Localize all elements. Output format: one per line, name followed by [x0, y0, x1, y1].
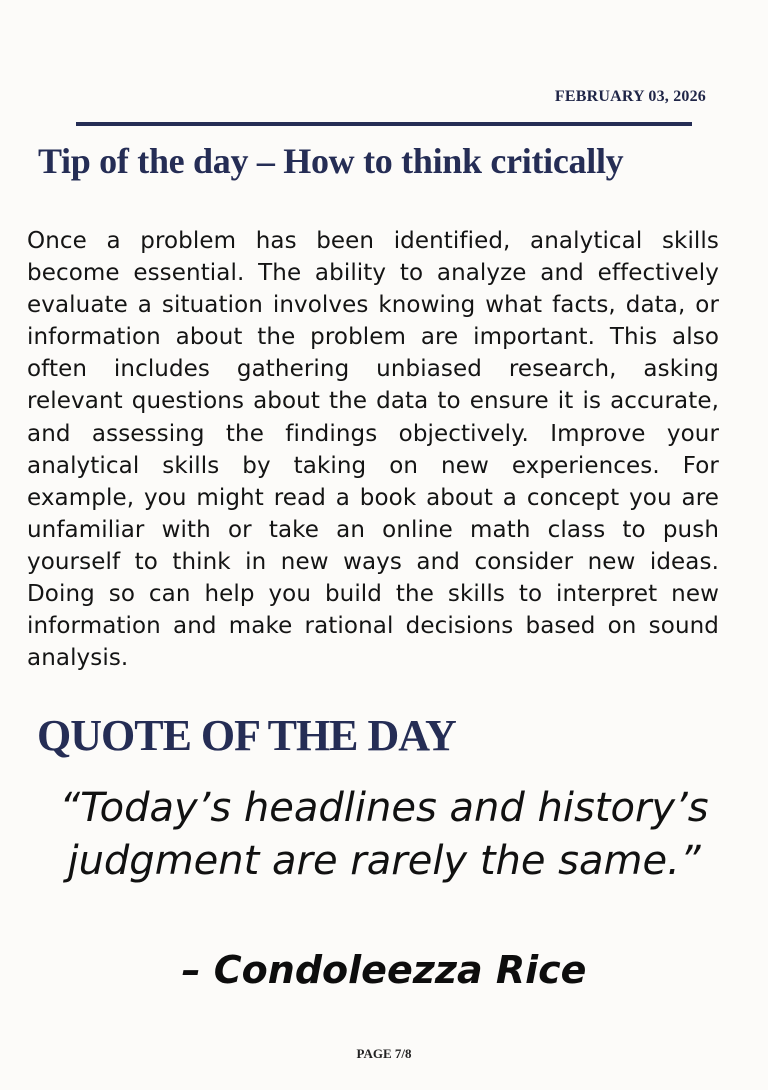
quote-author: – Condoleezza Rice	[181, 948, 587, 992]
quote-text: “Today’s headlines and history’s judgment are rarely the same.”	[59, 785, 709, 884]
date-label: FEBRUARY 03, 2026	[554, 88, 706, 105]
tip-body: Once a problem has been identified, analytical skills become essential. The ability to analyze and effectively evaluate a situation involves knowing what facts, data, or information about the problem are important. This also often includes gathering unbiased research, asking relevant questions about the data to ensure it is accurate, and assessing the findings objectively. Improve your analytical skills by taking on new experiences. For example, you might read a book about a concept you are unfamiliar with or take an online math class to push yourself to think in new ways and consider new ideas. Doing so can help you build the skills to interpret new information and make rational decisions based on sound analysis.	[27, 228, 719, 672]
quote-heading: QUOTE OF THE DAY	[37, 711, 456, 760]
header-divider	[76, 122, 692, 126]
tip-title: Tip of the day – How to think critically	[38, 141, 624, 181]
page-number: PAGE 7/8	[356, 1046, 412, 1061]
